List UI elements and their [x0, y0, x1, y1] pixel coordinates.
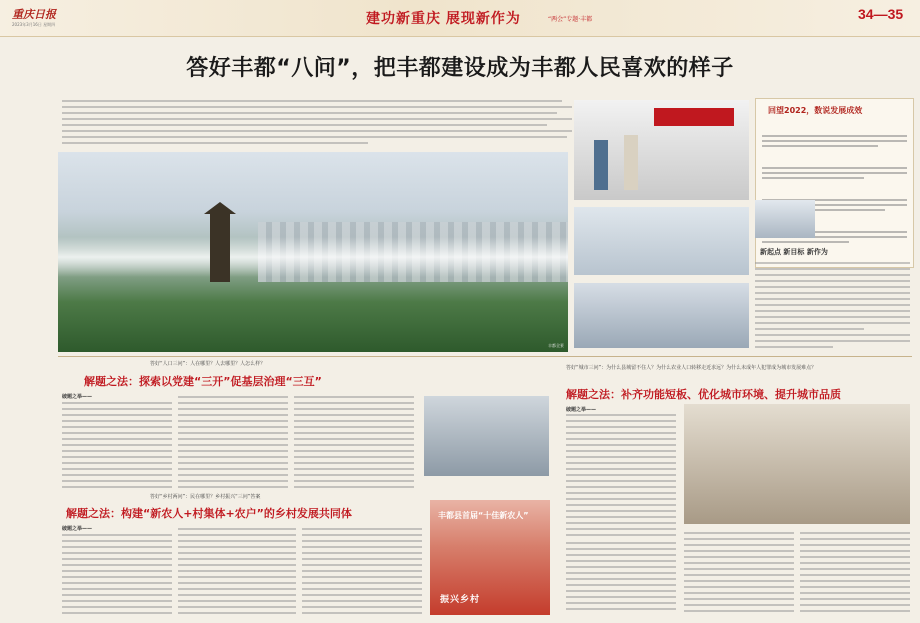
section3-col3 [800, 532, 910, 618]
banner-title: 丰都县首届“十佳新农人” [438, 511, 529, 520]
theme-subtitle: “两会”专题·丰都 [548, 16, 593, 23]
person-figure [624, 135, 638, 190]
pagoda-tower [210, 212, 230, 282]
data-box-title: 回望2022，数说发展成效 [768, 106, 863, 115]
issue-date: 2023年3月16日 星期四 [12, 22, 56, 27]
new-start-text [755, 262, 910, 350]
section1-question: 答好“人口三问”：人在哪里？人去哪里？人怎么样？ [150, 361, 266, 367]
section3-bullet: 破题之举—— [566, 407, 597, 413]
intro-text-block [62, 100, 572, 154]
section3-question: 答好“城市三问”：为什么县城留不住人？为什么农业人口转移走近求远？为什么未成年人犯罪成为城市发展难点？ [566, 365, 817, 371]
section1-bullet: 破题之举—— [62, 394, 93, 400]
person-figure [594, 140, 608, 190]
newspaper-logo: 重庆日报 [12, 8, 56, 21]
section1-heading: 解题之法：探索以党建“三开”促基层治理“三互” [84, 375, 322, 388]
section2-col2 [178, 528, 296, 618]
new-farmer-banner-photo [430, 500, 550, 615]
data-row [762, 127, 907, 157]
section2-bullet: 破题之举—— [62, 526, 93, 532]
new-start-title: 新起点 新目标 新作为 [760, 248, 828, 256]
section2-col1 [62, 534, 172, 618]
section2-col3 [302, 528, 422, 618]
section3-col1b [566, 542, 676, 618]
section3-col1 [566, 414, 676, 539]
section3-heading: 解题之法：补齐功能短板、优化城市环境、提升城市品质 [566, 388, 841, 401]
page-numbers: 34—35 [858, 6, 904, 22]
meeting-photo [574, 283, 749, 348]
town-buildings-photo [574, 207, 749, 275]
section1-col3 [294, 396, 414, 490]
red-sign [654, 108, 734, 126]
section1-col1 [62, 402, 172, 490]
page-headline: 答好丰都“八问”，把丰都建设成为丰都人民喜欢的样子 [186, 56, 734, 81]
building-photo [755, 200, 815, 238]
section2-question: 答好“乡村两问”：民在哪里？乡村振兴“三问”答案 [150, 494, 261, 500]
section3-meeting-photo [684, 404, 910, 524]
data-row [762, 159, 907, 189]
mist-layer [58, 237, 568, 277]
banner-slogan: 振兴乡村 [440, 595, 481, 605]
section3-col2 [684, 532, 794, 618]
service-center-photo [574, 100, 749, 200]
section1-col2 [178, 396, 288, 490]
data-review-box [755, 98, 914, 268]
section2-heading: 解题之法：构建“新农人+村集体+农户”的乡村发展共同体 [66, 507, 352, 520]
masthead [0, 0, 920, 37]
main-photo-caption: 丰都全景 [548, 343, 564, 348]
main-landscape-photo [58, 152, 568, 352]
theme-title: 建功新重庆 展现新作为 [366, 10, 521, 26]
section1-photo [424, 396, 549, 476]
divider [58, 356, 912, 357]
